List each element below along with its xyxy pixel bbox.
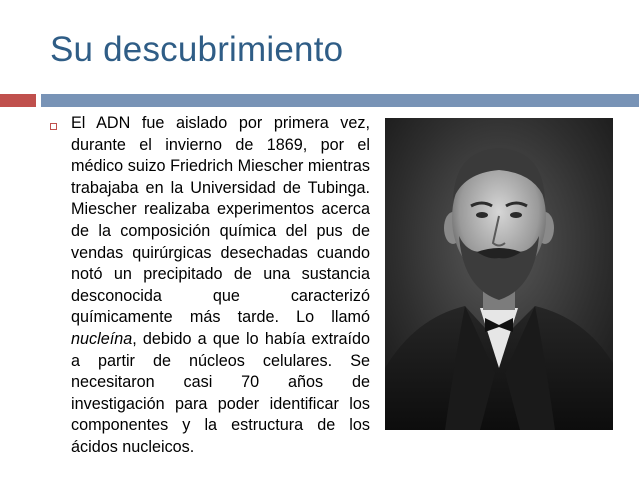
bullet-square-icon	[50, 123, 57, 130]
body-paragraph	[71, 113, 370, 459]
slide-title: Su descubrimiento	[50, 30, 344, 69]
paragraph-text-end: , debido a que lo había extraído a partir de núcleos celulares. Se necesitaron casi 70 años de investigación para poder identificar los componentes y la estructura de los ácidos nucleicos.	[71, 329, 370, 456]
paragraph-text-italic: nucleína	[71, 329, 133, 348]
accent-bar-blue	[41, 94, 639, 107]
portrait-photo	[385, 118, 613, 430]
paragraph-text-start: El ADN fue aislado por primera vez, durante el invierno de 1869, por el médico suizo Friedrich Miescher mientras trabajaba en la Universidad de Tubinga. Miescher realizaba experimentos acerca de la composición química del pus de vendas quirúrgicas desechadas cuando notó un precipitado de una sustancia desconocida que caracterizó químicamente más tarde. Lo llamó	[71, 114, 370, 327]
portrait-engraving-icon	[385, 118, 613, 430]
accent-bar-red	[0, 94, 36, 107]
